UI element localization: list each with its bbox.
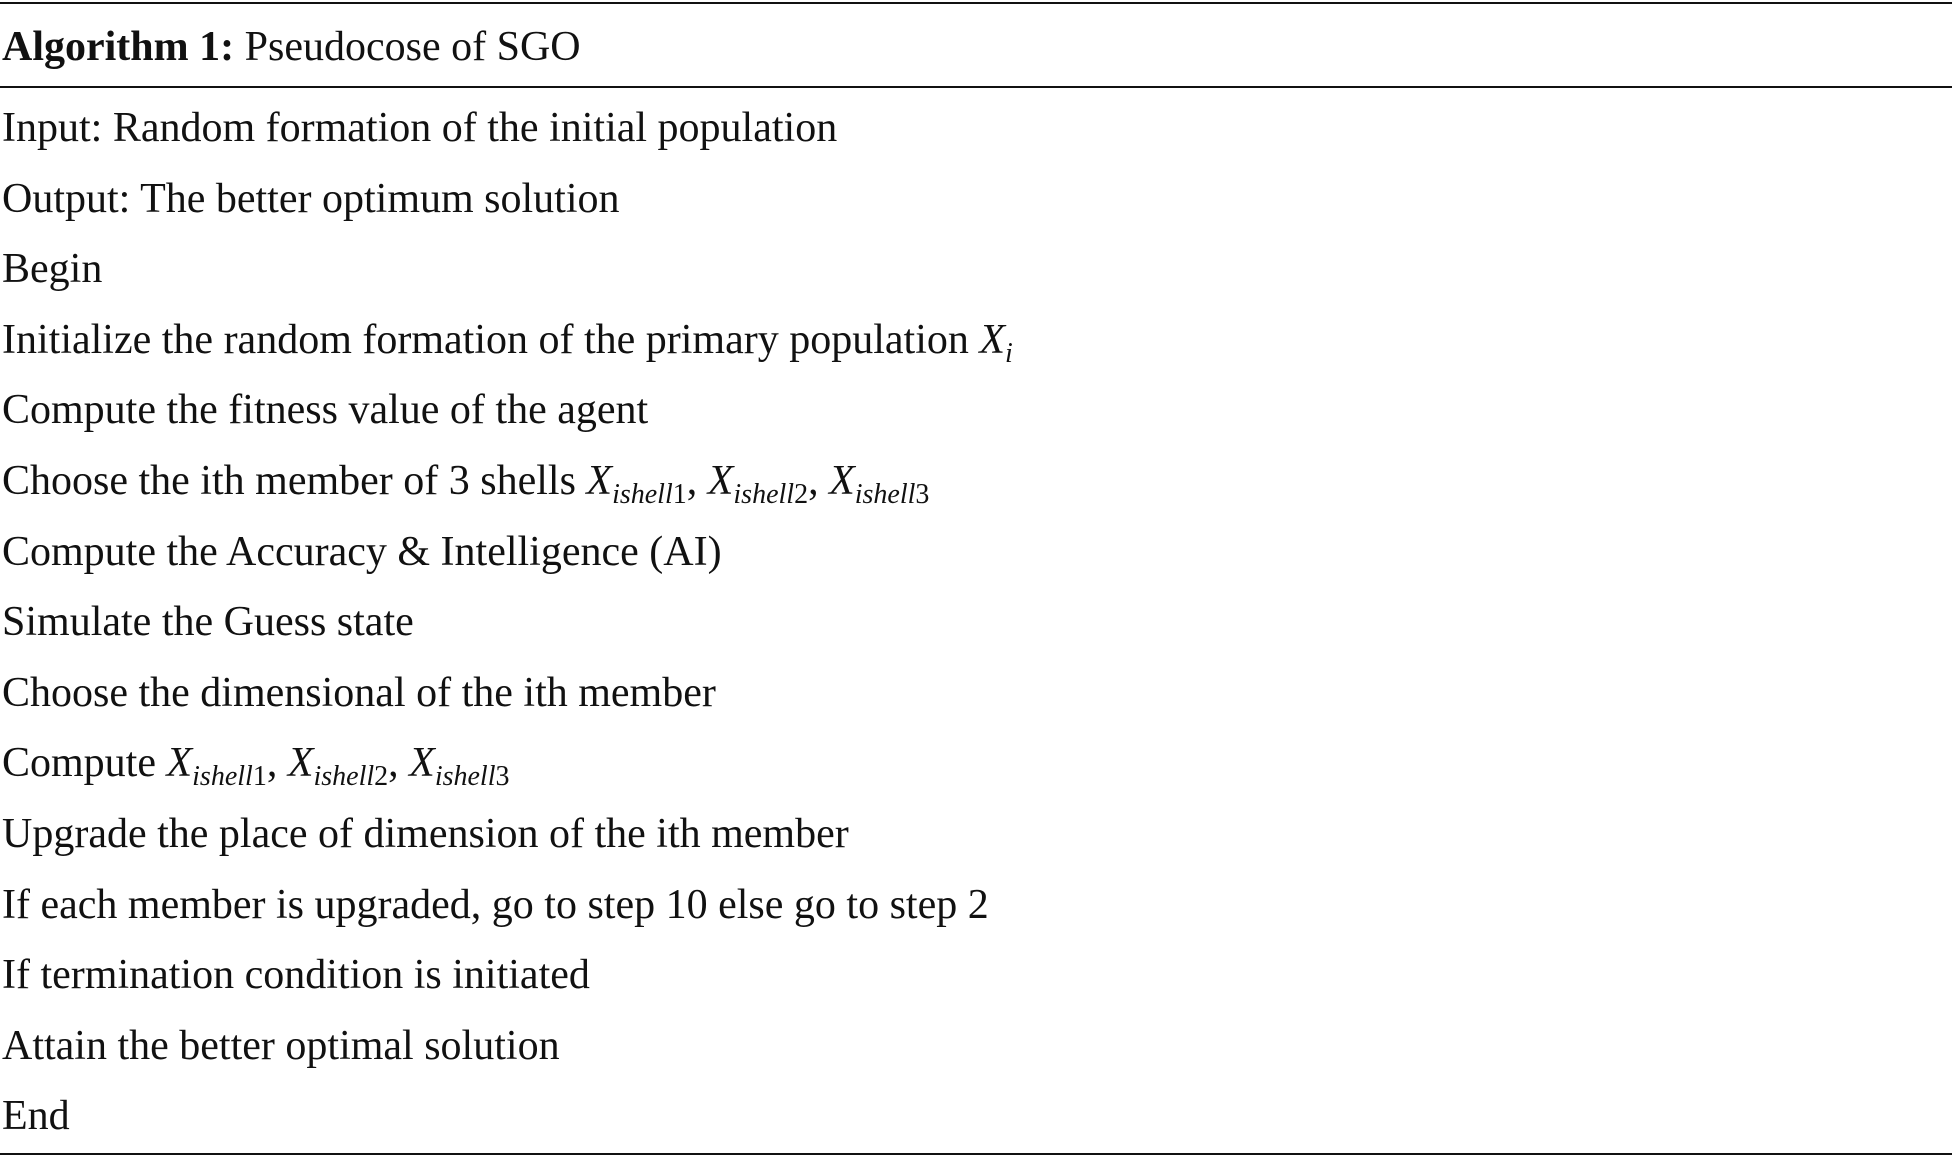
pseudocode-line xyxy=(0,592,1952,663)
math-subscript-text: ishell xyxy=(313,761,375,793)
line-text: Begin xyxy=(2,246,103,293)
math-subscript-number: 1 xyxy=(672,478,687,510)
math-separator: , xyxy=(388,740,410,787)
line-text: Input: Random formation of the initial population xyxy=(2,105,838,151)
math-variable xyxy=(409,740,510,793)
math-subscript-number: 2 xyxy=(794,478,809,510)
pseudocode-line xyxy=(0,522,1952,593)
pseudocode-line xyxy=(0,875,1952,946)
pseudocode-line xyxy=(0,98,1952,169)
heading-rule xyxy=(0,86,1952,88)
math-subscript xyxy=(612,479,687,510)
line-text: Attain the better optimal solution xyxy=(2,1022,560,1069)
math-base: X xyxy=(409,740,435,787)
pseudocode-line xyxy=(0,380,1952,451)
algorithm-heading xyxy=(2,22,581,72)
pseudocode-line xyxy=(0,804,1952,875)
math-subscript xyxy=(435,761,510,792)
math-base: X xyxy=(166,740,193,787)
line-text: Upgrade the place of dimension of the ith member xyxy=(2,810,849,857)
math-base: X xyxy=(586,457,613,504)
pseudocode-line xyxy=(0,1016,1952,1087)
pseudocode-line xyxy=(0,945,1952,1016)
math-separator: , xyxy=(266,740,288,787)
math-variable xyxy=(707,457,809,510)
line-text: Choose the dimensional of the ith member xyxy=(2,669,716,716)
math-subscript-text: ishell xyxy=(612,478,673,510)
bottom-rule xyxy=(0,1153,1952,1155)
line-text: Compute the Accuracy & Intelligence (AI) xyxy=(2,528,722,575)
math-variable xyxy=(166,740,267,793)
math-separator: , xyxy=(686,457,708,504)
line-text: Initialize the random formation of the primary population xyxy=(2,316,980,363)
math-base: X xyxy=(287,740,314,787)
math-subscript xyxy=(1005,338,1013,369)
line-text: If termination condition is initiated xyxy=(2,952,590,999)
math-subscript xyxy=(192,761,267,792)
math-base: X xyxy=(707,457,734,504)
pseudocode-line xyxy=(0,239,1952,310)
line-text: Compute xyxy=(2,740,167,787)
math-subscript-number: 3 xyxy=(495,761,510,793)
pseudocode-line xyxy=(0,663,1952,734)
pseudocode-line xyxy=(0,451,1952,522)
line-text: Choose the ith member of 3 shells xyxy=(2,457,587,504)
math-variable xyxy=(287,740,389,793)
algorithm-title: Pseudocose of SGO xyxy=(244,24,581,70)
math-subscript xyxy=(733,479,808,510)
line-text: Output: The better optimum solution xyxy=(2,175,620,222)
line-text: If each member is upgraded, go to step 10 else go to step 2 xyxy=(2,881,989,928)
line-text: End xyxy=(2,1093,70,1140)
line-text: Simulate the Guess state xyxy=(2,599,414,646)
pseudocode-line xyxy=(0,310,1952,381)
math-subscript-text: ishell xyxy=(192,761,253,793)
math-separator: , xyxy=(808,457,830,504)
algorithm-label: Algorithm 1: xyxy=(2,24,235,70)
line-text: Compute the fitness value of the agent xyxy=(2,387,649,434)
math-subscript-text: i xyxy=(1005,337,1013,369)
math-subscript-text: ishell xyxy=(434,761,496,793)
math-base: X xyxy=(829,457,855,504)
pseudocode-line xyxy=(0,169,1952,240)
math-subscript-text: ishell xyxy=(733,478,795,510)
pseudocode-lines xyxy=(0,98,1952,1157)
math-subscript-number: 2 xyxy=(374,761,389,793)
math-subscript xyxy=(855,479,930,510)
pseudocode-line xyxy=(0,733,1952,804)
pseudocode-line xyxy=(0,1086,1952,1157)
math-subscript-text: ishell xyxy=(854,478,916,510)
math-subscript xyxy=(313,761,388,792)
math-variable xyxy=(829,457,930,510)
math-variable xyxy=(586,457,687,510)
math-base: X xyxy=(979,316,1006,363)
math-subscript-number: 3 xyxy=(915,478,930,510)
math-subscript-number: 1 xyxy=(252,761,267,793)
top-rule xyxy=(0,2,1952,4)
math-variable xyxy=(979,316,1013,369)
